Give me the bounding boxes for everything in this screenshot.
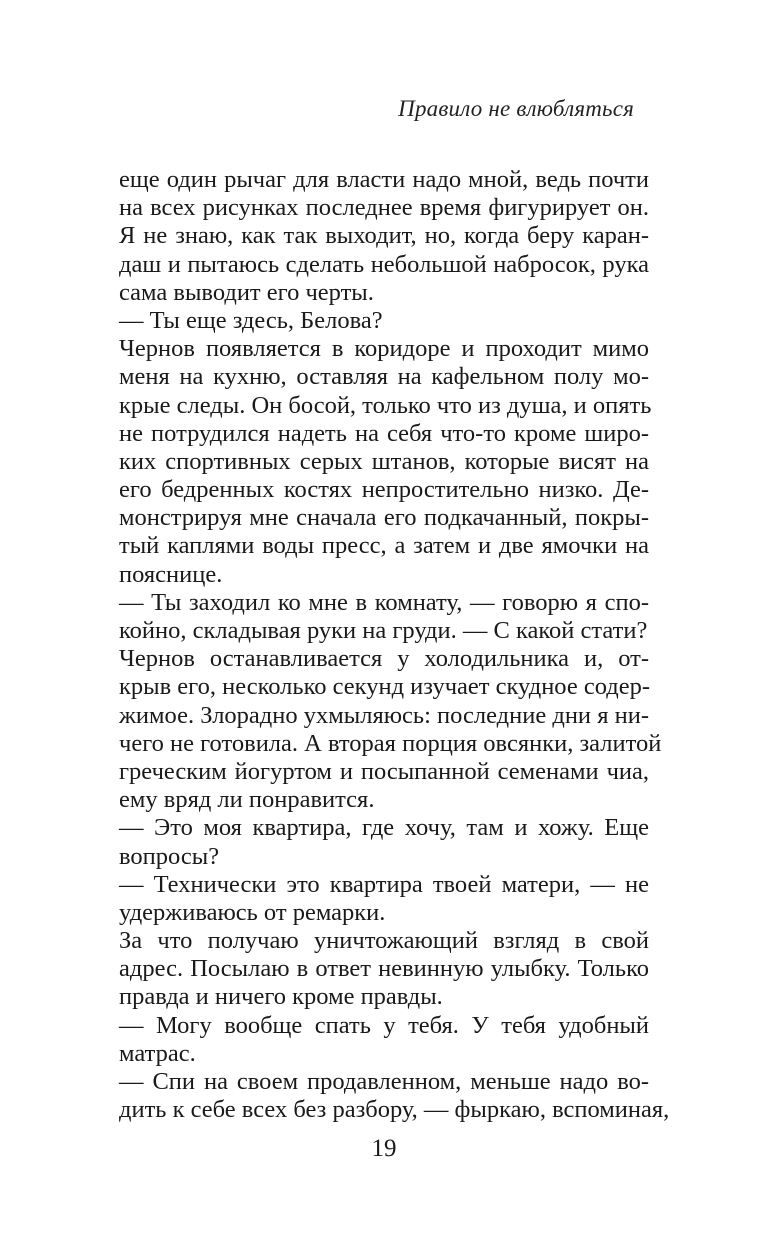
text-line: монстрируя мне сначала его подкачанный, покры- <box>119 504 649 532</box>
text-line: — Это моя квартира, где хочу, там и хожу. Еще <box>119 814 649 842</box>
text-line: еще один рычаг для власти надо мной, ведь почти <box>119 166 649 193</box>
text-line: адрес. Посылаю в ответ невинную улыбку. Только <box>119 955 649 983</box>
text-line: пояснице. <box>119 560 223 588</box>
text-line: Чернов останавливается у холодильника и, от- <box>119 645 649 673</box>
text-line: — Ты заходил ко мне в комнату, — говорю я спо- <box>119 588 649 616</box>
text-line: — Спи на своем продавленном, меньше надо во- <box>119 1068 649 1095</box>
text-line: чего не готовила. А вторая порция овсянки, залитой <box>119 729 662 757</box>
text-line: крые следы. Он босой, только что из душа, и опять <box>119 391 652 419</box>
text-line: За что получаю уничтожающий взгляд в свой <box>119 927 649 955</box>
text-line: даш и пытаюсь сделать небольшой набросок, рука <box>119 250 649 278</box>
text-line: вопросы? <box>119 842 220 870</box>
text-line: Чернов появляется в коридоре и проходит мимо <box>119 335 649 363</box>
text-line: — Могу вообще спать у тебя. У тебя удобный <box>119 1011 649 1039</box>
text-line: ему вряд ли понравится. <box>119 786 375 814</box>
text-line: ких спортивных серых штанов, которые висят на <box>119 447 649 475</box>
page-body-text <box>119 166 670 1124</box>
text-line: Я не знаю, как так выходит, но, когда беру каран- <box>119 222 649 250</box>
text-line: не потрудился надеть на себя что-то кроме широ- <box>119 419 649 447</box>
text-line: жимое. Злорадно ухмыляюсь: последние дни я ни- <box>119 701 649 729</box>
text-line: греческим йогуртом и посыпанной семенами чиа, <box>119 757 649 785</box>
running-title: Правило не влюбляться <box>398 96 634 121</box>
text-line: сама выводит его черты. <box>119 278 374 306</box>
text-line: на всех рисунках последнее время фигурирует он. <box>119 194 649 222</box>
text-line: крыв его, несколько секунд изучает скудное содер- <box>119 673 651 701</box>
text-line: удерживаюсь от ремарки. <box>119 898 386 926</box>
text-line: дить к себе всех без разбору, — фыркаю, вспоминая, <box>119 1096 670 1124</box>
text-line: койно, складывая руки на груди. — С какой стати? <box>119 617 648 644</box>
text-line: тый каплями воды пресс, а затем и две ямочки на <box>119 532 649 560</box>
text-line: правда и ничего кроме правды. <box>119 983 443 1011</box>
text-line: меня на кухню, оставляя на кафельном полу мо- <box>119 363 649 391</box>
page-number: 19 <box>371 1135 397 1162</box>
text-line: — Ты еще здесь, Белова? <box>119 306 383 334</box>
text-line: его бедренных костях непростительно низко. Де- <box>119 476 649 504</box>
text-line: — Технически это квартира твоей матери, — не <box>119 870 649 898</box>
text-line: матрас. <box>119 1039 196 1067</box>
